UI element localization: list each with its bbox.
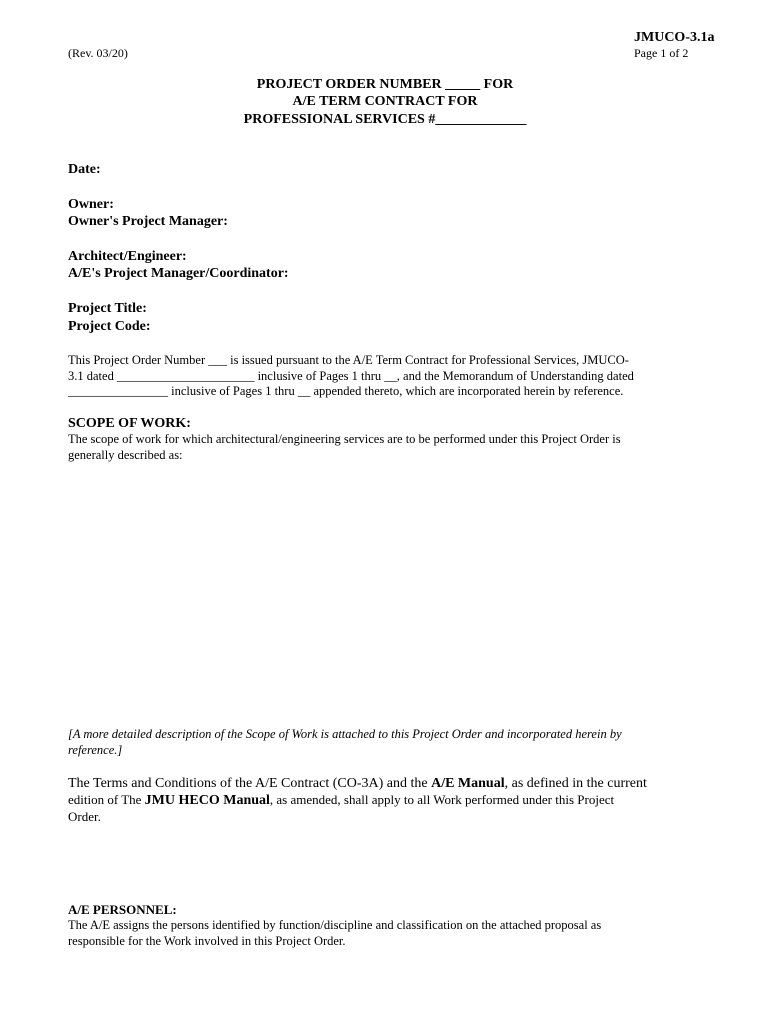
date-label: Date:	[68, 162, 101, 177]
architect-engineer-label: Architect/Engineer:	[68, 249, 187, 264]
terms-text-1: The Terms and Conditions of the A/E Contract (CO-3A) and the	[68, 776, 432, 791]
intro-line-2: 3.1 dated ______________________ inclusive of Pages 1 thru __, and the Memorandum of Understanding dated	[68, 368, 634, 383]
intro-paragraph	[68, 353, 708, 400]
terms-text-4: , as amended, shall apply to all Work performed under this Project	[269, 792, 615, 807]
terms-line-3: Order.	[68, 809, 101, 824]
owner-label: Owner:	[68, 197, 114, 212]
terms-text-2: , as defined in the current	[504, 776, 647, 791]
intro-line-1: This Project Order Number ___ is issued pursuant to the A/E Term Contract for Professional Services, JMUCO-	[68, 353, 629, 367]
scope-note	[68, 727, 708, 758]
scope-note-line-2: reference.]	[68, 742, 123, 757]
owner-project-manager-label: Owner's Project Manager:	[68, 214, 228, 229]
ae-manual-reference: A/E Manual	[431, 776, 505, 791]
scope-heading: SCOPE OF WORK:	[68, 416, 191, 431]
revision-label: (Rev. 03/20)	[68, 46, 128, 60]
terms-text-3: edition of The	[68, 792, 145, 807]
scope-description	[68, 432, 708, 463]
title-line-3: PROFESSIONAL SERVICES #_____________	[243, 112, 527, 127]
personnel-line-2: responsible for the Work involved in this Project Order.	[68, 933, 346, 948]
personnel-description	[68, 918, 708, 949]
terms-paragraph	[68, 775, 708, 825]
title-line-2: A/E TERM CONTRACT FOR	[292, 94, 478, 109]
page-number: Page 1 of 2	[634, 46, 689, 60]
project-title-label: Project Title:	[68, 301, 147, 316]
scope-line-2: generally described as:	[68, 447, 183, 462]
scope-line-1: The scope of work for which architectural/engineering services are to be performed under this Project Order is	[68, 432, 621, 446]
scope-note-line-1: [A more detailed description of the Scope of Work is attached to this Project Order and incorporated herein by	[68, 727, 622, 741]
title-line-1: PROJECT ORDER NUMBER _____ FOR	[256, 77, 514, 92]
project-code-label: Project Code:	[68, 319, 151, 334]
personnel-heading: A/E PERSONNEL:	[68, 902, 177, 917]
document-id: JMUCO-3.1a	[634, 30, 715, 45]
terms-line-2	[68, 792, 708, 809]
ae-project-manager-label: A/E's Project Manager/Coordinator:	[68, 266, 289, 281]
intro-line-3: ________________ inclusive of Pages 1 thru __ appended thereto, which are incorporated herein by reference.	[68, 384, 624, 398]
terms-line-1	[68, 775, 708, 792]
personnel-line-1: The A/E assigns the persons identified by function/discipline and classification on the attached proposal as	[68, 918, 602, 932]
heco-manual-reference: JMU HECO Manual	[144, 793, 270, 808]
